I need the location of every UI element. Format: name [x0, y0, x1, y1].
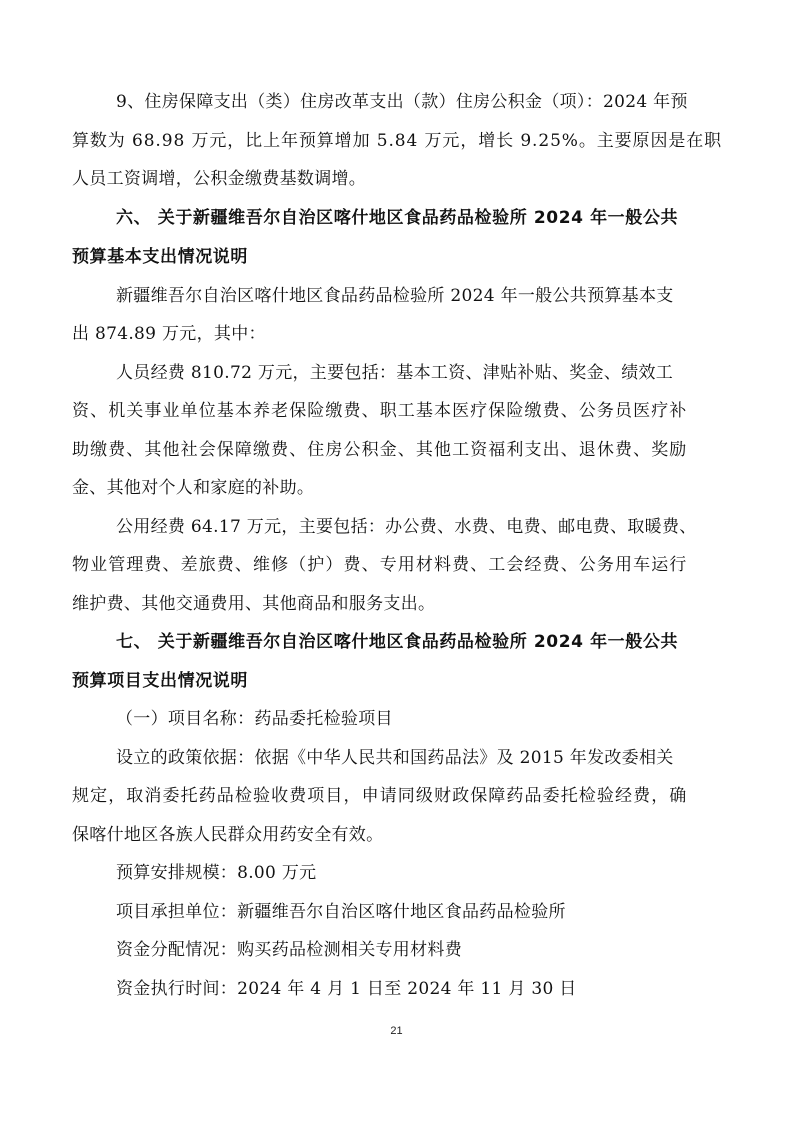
paragraph-line: 助缴费、其他社会保障缴费、住房公积金、其他工资福利支出、退休费、奖励 — [72, 440, 688, 460]
paragraph-line: 资金分配情况：购买药品检测相关专用材料费 — [116, 940, 462, 960]
paragraph-line: 物业管理费、差旅费、维修（护）费、专用材料费、工会经费、公务用车运行 — [72, 555, 688, 575]
page-number: 21 — [390, 1025, 403, 1037]
subsection-title: （一）项目名称：药品委托检验项目 — [116, 709, 393, 729]
section-heading: 七、 关于新疆维吾尔自治区喀什地区食品药品检验所 2024 年一般公共 — [116, 632, 679, 652]
paragraph-line: 人员工资调增，公积金缴费基数调增。 — [72, 169, 367, 189]
paragraph-line: 资、机关事业单位基本养老保险缴费、职工基本医疗保险缴费、公务员医疗补 — [72, 401, 688, 421]
paragraph-line: 保喀什地区各族人民群众用药安全有效。 — [72, 825, 384, 845]
paragraph-line: 算数为 68.98 万元，比上年预算增加 5.84 万元，增长 9.25%。主要原因是在职 — [72, 131, 723, 151]
paragraph-line: 规定，取消委托药品检验收费项目，申请同级财政保障药品委托检验经费，确 — [72, 786, 688, 806]
paragraph-line: 项目承担单位：新疆维吾尔自治区喀什地区食品药品检验所 — [116, 902, 566, 922]
paragraph-line: 金、其他对个人和家庭的补助。 — [72, 478, 315, 498]
paragraph-line: 出 874.89 万元，其中： — [72, 324, 266, 344]
paragraph-line: 公用经费 64.17 万元，主要包括：办公费、水费、电费、邮电费、取暖费、 — [116, 517, 697, 537]
paragraph-line: 设立的政策依据：依据《中华人民共和国药品法》及 2015 年发改委相关 — [116, 748, 674, 768]
paragraph-line: 9、住房保障支出（类）住房改革支出（款）住房公积金（项）：2024 年预 — [116, 92, 688, 112]
paragraph-line: 新疆维吾尔自治区喀什地区食品药品检验所 2024 年一般公共预算基本支 — [116, 286, 674, 306]
paragraph-line: 人员经费 810.72 万元，主要包括：基本工资、津贴补贴、奖金、绩效工 — [116, 363, 674, 383]
paragraph-line: 资金执行时间：2024 年 4 月 1 日至 2024 年 11 月 30 日 — [116, 979, 577, 999]
paragraph-line: 预算安排规模：8.00 万元 — [116, 863, 317, 883]
section-heading: 预算项目支出情况说明 — [72, 671, 248, 691]
section-heading: 预算基本支出情况说明 — [72, 247, 248, 267]
section-heading: 六、 关于新疆维吾尔自治区喀什地区食品药品检验所 2024 年一般公共 — [116, 208, 679, 228]
paragraph-line: 维护费、其他交通费用、其他商品和服务支出。 — [72, 594, 436, 614]
